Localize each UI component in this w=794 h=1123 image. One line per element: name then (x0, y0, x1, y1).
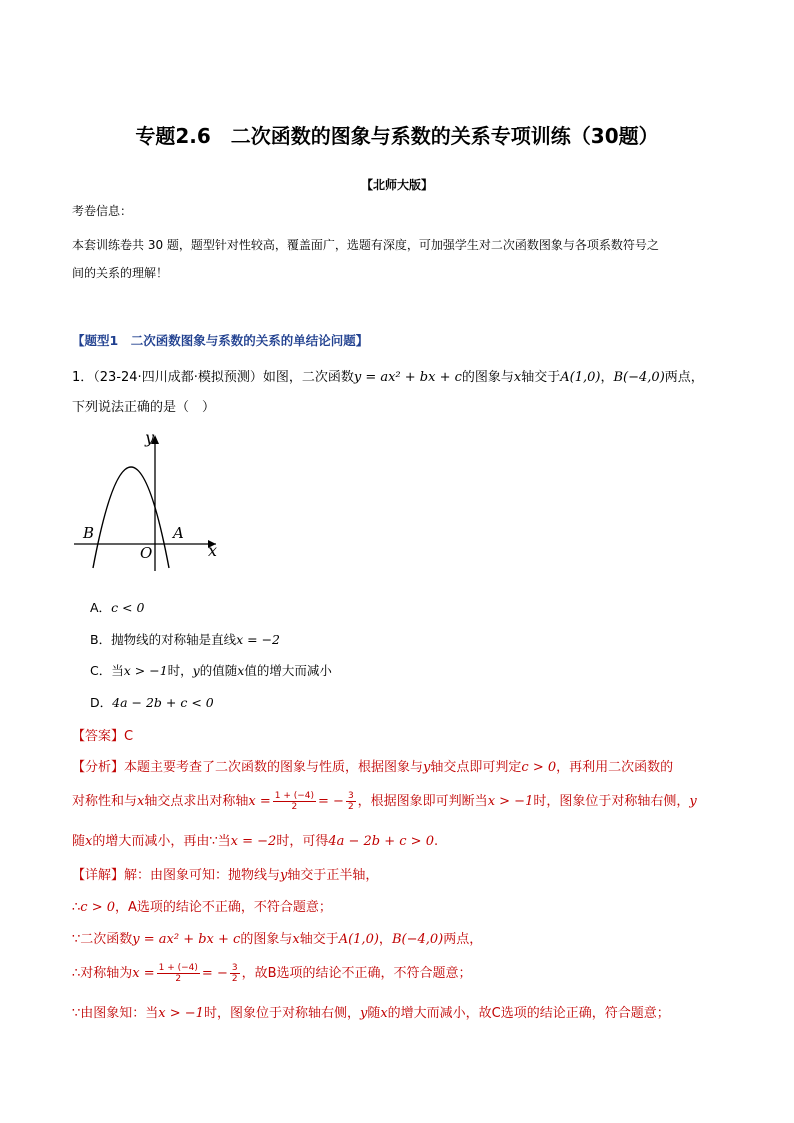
option-c-text-4: 值的增大而减小 (244, 663, 332, 678)
detail-text: ，A选项的结论不正确，不符合题意； (115, 900, 332, 915)
analysis-math: x (137, 794, 145, 809)
analysis-text: . (433, 834, 439, 849)
answer-line (72, 725, 133, 744)
option-c[interactable] (90, 661, 332, 679)
detail-text: ∵二次函数 (72, 932, 133, 947)
option-c-text-1: 当 (111, 663, 124, 678)
question-point-b: B(−4,0) (613, 370, 665, 385)
option-a-letter: A． (90, 600, 112, 615)
origin-label: O (140, 544, 153, 562)
question-text-a: 如图，二次函数 (262, 370, 354, 385)
option-c-math-1: x > −1 (123, 663, 168, 678)
analysis-math: 4a − 2b + c > 0 (328, 834, 434, 849)
analysis-text: ，再利用二次函数的 (556, 760, 674, 775)
detail-math: c > 0 (80, 900, 115, 915)
option-d[interactable] (90, 693, 214, 711)
option-a[interactable] (90, 598, 144, 616)
analysis-math: y (689, 794, 697, 809)
fraction-denominator: 2 (347, 802, 354, 812)
analysis-line-2 (72, 790, 697, 812)
detail-text: 两点， (443, 932, 483, 947)
option-c-math-2: y (192, 663, 200, 678)
question-text-b: 的图象与 (461, 370, 514, 385)
question-point-a: A(1,0) (560, 370, 601, 385)
option-d-math: 4a − 2b + c < 0 (112, 695, 214, 710)
answer-label: 【答案】 (72, 729, 125, 744)
detail-math: x (380, 1006, 388, 1021)
point-b-label: B (83, 524, 95, 542)
point-a-label: A (173, 524, 184, 542)
detail-text: 的增大而减小，故C选项的结论正确，符合题意； (387, 1006, 670, 1021)
analysis-text: 本题主要考查了二次函数的图象与性质，根据图象与 (124, 760, 424, 775)
page-title: 专题2.6 二次函数的图象与系数的关系专项训练（30题） (135, 124, 659, 148)
fraction (273, 791, 316, 812)
fraction-numerator: 3 (347, 791, 354, 801)
fraction (157, 963, 200, 984)
detail-line-3 (72, 928, 482, 947)
detail-math: x > −1 (158, 1006, 204, 1021)
option-b-math: x = −2 (236, 632, 280, 647)
detail-text: ∵由图象知：当 (72, 1006, 159, 1021)
detail-text: 解：由图象可知：抛物线与 (124, 868, 281, 883)
info-line-1: 本套训练卷共 30 题，题型针对性较高，覆盖面广，选题有深度，可加强学生对二次函数图象与各项系数符号之 (72, 238, 659, 252)
analysis-math: y (423, 760, 431, 775)
analysis-text: 时，图象位于对称轴右侧， (533, 794, 690, 809)
fraction-denominator: 2 (291, 802, 298, 812)
analysis-text: ，根据图象即可判断当 (357, 794, 488, 809)
detail-text: 轴交于 (299, 932, 339, 947)
question-source: （23-24·四川成都·模拟预测） (93, 370, 263, 385)
section-heading: 【题型1 二次函数图象与系数的关系的单结论问题】 (72, 333, 369, 348)
detail-text: ， (378, 932, 392, 947)
fraction-numerator: 1 + (−4) (158, 963, 198, 973)
analysis-line-1 (72, 756, 673, 775)
info-line-2: 间的关系的理解！ (72, 266, 169, 280)
detail-math: x = (132, 966, 155, 981)
detail-text: 的图象与 (240, 932, 293, 947)
answer-value: C (124, 729, 134, 744)
option-c-letter: C． (90, 663, 112, 678)
analysis-label: 【分析】 (72, 760, 125, 775)
fraction-numerator: 3 (231, 963, 238, 973)
option-b-text: 抛物线的对称轴是直线 (111, 632, 237, 647)
analysis-math: = − (318, 794, 344, 809)
detail-line-5 (72, 1002, 670, 1021)
y-axis-label: y (145, 428, 155, 447)
analysis-text: 时，可得 (276, 834, 329, 849)
analysis-text: 对称性和与 (72, 794, 138, 809)
analysis-math: x = −2 (230, 834, 277, 849)
detail-line-4 (72, 962, 472, 984)
analysis-text: ∵当 (209, 834, 231, 849)
analysis-text: 轴交点求出对称轴 (144, 794, 249, 809)
fraction-denominator: 2 (231, 974, 238, 984)
detail-math: y (280, 868, 288, 883)
analysis-text: 轴交点即可判定 (430, 760, 522, 775)
question-x-var: x (513, 370, 522, 385)
question-formula: y = ax² + bx + c (353, 370, 462, 385)
option-c-math-3: x (237, 663, 245, 678)
parabola-figure (66, 425, 236, 575)
analysis-math: x > −1 (487, 794, 534, 809)
fraction (346, 791, 356, 812)
option-b[interactable] (90, 630, 280, 648)
option-c-text-2: 时， (167, 663, 193, 678)
fraction-numerator: 1 + (−4) (274, 791, 315, 801)
analysis-text: 随 (72, 834, 86, 849)
question-sep: ， (600, 370, 614, 385)
detail-text: ，故B选项的结论不正确，不符合题意； (241, 966, 472, 981)
question-text-c: 轴交于 (521, 370, 561, 385)
detail-math: y (359, 1006, 368, 1021)
option-c-text-3: 的值随 (199, 663, 238, 678)
detail-math: x (292, 932, 300, 947)
question-number: 1． (72, 370, 94, 385)
detail-text: 时，图象位于对称轴右侧， (203, 1006, 360, 1021)
analysis-line-3 (72, 830, 438, 849)
analysis-math: x = (248, 794, 271, 809)
option-a-math: c < 0 (111, 600, 145, 615)
detail-math: = − (201, 966, 228, 981)
analysis-text: 的增大而减小，再由 (92, 834, 210, 849)
analysis-math: x (85, 834, 93, 849)
detail-math: y = ax² + bx + c (132, 932, 241, 947)
option-d-letter: D． (90, 695, 113, 710)
detail-text: ∴ (72, 900, 81, 915)
fraction (230, 963, 240, 984)
analysis-math: c > 0 (521, 760, 557, 775)
question-text-d: 两点， (664, 370, 704, 385)
info-label: 考卷信息： (72, 204, 133, 218)
detail-math: B(−4,0) (391, 932, 444, 947)
detail-text: 随 (367, 1006, 381, 1021)
question-line-1 (72, 366, 704, 385)
detail-text: 轴交于正半轴， (287, 868, 379, 883)
fraction-denominator: 2 (175, 974, 182, 984)
detail-line-2 (72, 896, 332, 915)
detail-label: 【详解】 (72, 868, 125, 883)
question-line-2: 下列说法正确的是（ ） (72, 400, 216, 415)
detail-line-1 (72, 864, 378, 883)
option-b-letter: B． (90, 632, 112, 647)
detail-text: ∴对称轴为 (72, 966, 133, 981)
detail-math: A(1,0) (338, 932, 379, 947)
parabola-curve (93, 467, 169, 568)
x-axis-label: x (208, 541, 218, 560)
edition-label: 【北师大版】 (360, 178, 433, 192)
